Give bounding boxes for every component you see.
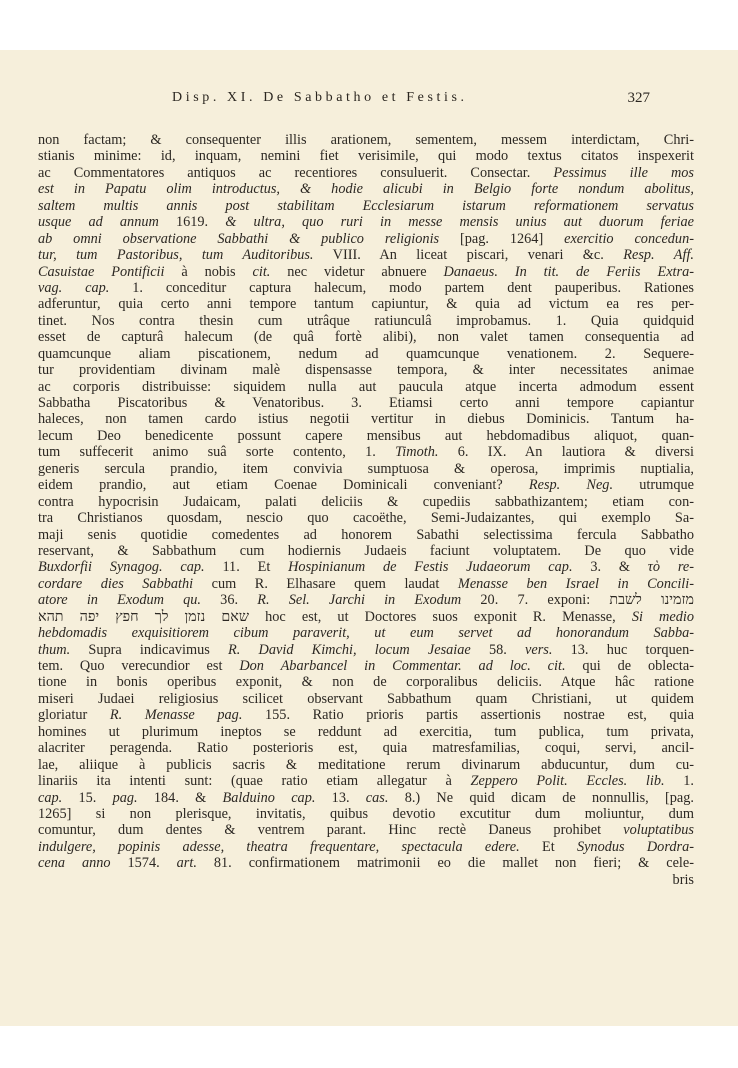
italic-text: R. David Kimchi, locum Jesaiae (228, 641, 471, 658)
text-line (38, 313, 694, 329)
italic-text: vers. (525, 641, 553, 658)
text-segment: utrumque (613, 477, 694, 494)
text-segment: 13. huc torquen- (552, 641, 694, 658)
text-line (38, 724, 694, 740)
italic-text: Zeppero Polit. Eccles. lib. (470, 773, 665, 790)
text-segment: bris (672, 871, 694, 888)
text-line (38, 691, 694, 707)
text-line (38, 395, 694, 411)
page-number: 327 (627, 90, 650, 106)
italic-text: thum. (38, 641, 71, 658)
body-text (38, 132, 694, 888)
text-segment: Sabbatha Piscatoribus & Venatoribus. 3. Etiamsi certo anni tempore capiantur (38, 395, 694, 411)
text-line (38, 214, 694, 230)
text-line (38, 411, 694, 427)
text-line (38, 247, 694, 263)
text-line (38, 559, 694, 575)
italic-text: Hospinianum de Festis Judaeorum cap. (288, 559, 573, 576)
text-segment: ac Commentatores antiquos ac recentiores consuluerit. Consectar. (38, 164, 554, 181)
text-line (38, 806, 694, 822)
text-line (38, 822, 694, 838)
italic-text: & ultra, quo ruri in messe mensis unius aut duorum feriae (225, 214, 694, 231)
text-line (38, 609, 694, 625)
text-segment: tum suffecerit animo suâ sorte contento, 1. (38, 444, 396, 461)
text-segment: contra hypocrisin Judaicam, palati deliciis & cupediis sabbathizantem; etiam con- (38, 493, 694, 510)
text-segment: tem. Quo verecundior est (38, 658, 240, 674)
text-line (38, 790, 694, 806)
italic-text: τὸ re- (647, 559, 694, 576)
text-segment: 15. (62, 789, 113, 806)
italic-text: Resp. Aff. (623, 247, 694, 264)
italic-text: Don Abarbancel in Commentar. ad loc. cit. (239, 658, 566, 674)
italic-text: Danaeus. In tit. de Feriis Extra- (443, 263, 694, 280)
text-line (38, 379, 694, 395)
text-segment: 1574. (110, 855, 177, 872)
text-segment: à nobis (164, 263, 253, 280)
italic-text: cas. (365, 789, 389, 806)
text-line (38, 839, 694, 855)
italic-text: Buxdorfii Synagog. cap. (38, 559, 205, 576)
text-line (38, 510, 694, 526)
text-line (38, 444, 694, 460)
text-line (38, 280, 694, 296)
italic-text: vag. cap. (38, 279, 110, 296)
text-segment: 36. (201, 592, 258, 609)
text-segment: homines ut plurimum ineptos se reddunt ad exercitia, tum publica, tum privata, (38, 723, 694, 740)
text-line (38, 855, 694, 871)
text-line (38, 740, 694, 756)
italic-text: indulgere, popinis adesse, theatra frequentare, spectacula edere. (38, 838, 520, 855)
italic-text: cordare dies Sabbathi (38, 575, 194, 592)
text-line (38, 148, 694, 164)
text-line (38, 362, 694, 378)
text-segment: gloriatur (38, 707, 110, 724)
text-line (38, 181, 694, 197)
text-segment: tra Christianos quosdam, nescio quo cacoëthe, Semi-Judaizantes, qui exemplo Sa- (38, 510, 694, 527)
book-page (0, 50, 738, 1026)
text-segment: [pag. 1264] (439, 230, 565, 247)
text-segment: tione in bonis operibus exponit, & non de corporalibus deliciis. Atque hâc ratione (38, 674, 694, 691)
italic-text: hebdomadis exquisitiorem cibum paraverit, ut eum servet ad honorandum Sabba- (38, 625, 694, 642)
text-segment: Supra indicavimus (70, 641, 229, 658)
italic-text: Casuistae Pontificii (38, 263, 165, 280)
text-segment: ac corporis distribuisse: siquidem nulla aut paucula atque incerta admodum essent (38, 378, 694, 395)
italic-text: atore in Exodum qu. (38, 592, 202, 609)
text-segment: lecum Deo benedicente possunt capere mensibus aut hebdomadibus aliquot, quan- (38, 427, 694, 444)
text-line (38, 198, 694, 214)
text-line (38, 674, 694, 690)
italic-text: Timoth. (395, 444, 439, 461)
text-segment: 184. & (137, 789, 223, 806)
text-segment: stianis minime: id, inquam, nemini fiet verisimile, qui modo textus citatos inspexerit (38, 148, 694, 165)
running-title: Disp. XI. De Sabbatho et Festis. (172, 90, 468, 105)
italic-text: saltem multis annis post stabilitam Ecclesiarum istarum reformationem servatus (38, 197, 694, 214)
italic-text: Resp. Neg. (528, 477, 614, 494)
text-segment: reservant, & Sabbathum cum hodiernis Judaeis faciunt voluptatem. De quo vide (38, 542, 694, 559)
italic-text: R. Sel. Jarchi in Exodum (257, 592, 462, 609)
text-segment: alacriter peragenda. Ratio posterioris est, quia matresfamilias, coqui, servi, ancil- (38, 740, 694, 757)
text-line (38, 642, 694, 658)
text-segment: non factam; & consequenter illis arationem, sementem, messem interdictam, Chri- (38, 132, 694, 148)
text-segment: 1. conceditur captura halecum, modo partem dent pauperibus. Rationes (109, 279, 694, 296)
text-line (38, 872, 694, 888)
text-segment: 155. Ratio prioris partis assertionis nostrae est, quia (242, 707, 695, 724)
text-segment: Et (519, 838, 577, 855)
text-line (38, 346, 694, 362)
text-segment: adferuntur, quia certo anni tempore tantum capiuntur, & quia ad victum ea res per- (38, 296, 694, 313)
text-segment: cum R. Elhasare quem laudat (193, 575, 458, 592)
text-line (38, 592, 694, 608)
italic-text: usque ad annum (38, 214, 159, 231)
text-line (38, 231, 694, 247)
text-line (38, 773, 694, 789)
text-line (38, 296, 694, 312)
text-segment: 8.) Ne quid dicam de nonnullis, [pag. (388, 789, 694, 806)
italic-text: ab omni observatione Sabbathi & publico religionis (38, 230, 440, 247)
text-line (38, 264, 694, 280)
text-segment: VIII. An liceat piscari, venari &c. (313, 247, 624, 264)
italic-text: tur, tum Pastoribus, tum Auditoribus. (38, 247, 314, 264)
italic-text: Balduino cap. (222, 789, 316, 806)
italic-text: est in Papatu olim introductus, & hodie alicubi in Belgio forte nondum abolitus, (38, 181, 694, 198)
text-segment: comuntur, dum dentes & ventrem parant. Hinc rectè Daneus prohibet (38, 822, 624, 839)
text-line (38, 527, 694, 543)
text-line (38, 707, 694, 723)
text-line (38, 461, 694, 477)
italic-text: Si medio (631, 608, 694, 625)
italic-text: exercitio concedun- (564, 230, 694, 247)
italic-text: cit. (252, 263, 271, 280)
text-line (38, 165, 694, 181)
running-header (66, 90, 672, 112)
text-line (38, 625, 694, 641)
text-line (38, 428, 694, 444)
text-line (38, 494, 694, 510)
text-line (38, 757, 694, 773)
text-segment: miseri Judaei religiosius scilicet observant Sabbathum quam Christiani, ut quidem (38, 690, 694, 707)
text-segment: tur providentiam divinam malè dispensasse tempora, & inter necessitates animae (38, 362, 694, 379)
italic-text: cap. (38, 789, 63, 806)
italic-text: voluptatibus (623, 822, 694, 839)
italic-text: Synodus Dordra- (576, 838, 694, 855)
italic-text: R. Menasse pag. (109, 707, 243, 724)
text-segment: 13. (315, 789, 366, 806)
italic-text: art. (176, 855, 197, 872)
text-segment: 11. Et (204, 559, 289, 576)
text-segment: שאם נזמן לך חפץ יפה תהא hoc est, ut Doctores suos exponit R. Menasse, (38, 608, 632, 625)
text-segment: nec videtur abnuere (270, 263, 444, 280)
text-segment: 58. (470, 641, 526, 658)
text-segment: generis sercula prandio, item convivia sumptuosa & operosa, imprimis nuptialia, (38, 460, 694, 477)
text-segment: qui de oblecta- (565, 658, 694, 674)
text-segment: 1265] si non plerisque, invitatis, quibus devotio excutitur dum moliuntur, dum (38, 805, 694, 822)
text-segment: eidem prandio, aut etiam Coenae Dominicali conveniant? (38, 477, 529, 494)
text-segment: esset de capturâ halecum (de quâ fortè alibi), non valet tamen consequentia ad (38, 329, 694, 346)
text-segment: 81. confirmationem matrimonii eo die mallet non fieri; & cele- (196, 855, 695, 872)
text-line (38, 329, 694, 345)
text-segment: linariis ita intenti sunt: (quae ratio etiam allegatur à (38, 773, 471, 790)
text-segment: lae, aliique à publicis sacris & meditatione rerum divinarum abducuntur, dum cu- (38, 756, 694, 773)
italic-text: Pessimus ille mos (553, 164, 694, 181)
text-line (38, 658, 694, 674)
text-segment: 20. 7. exponi: מזמינו לשבת (461, 592, 694, 609)
text-segment: 6. IX. An lautiora & diversi (438, 444, 694, 461)
text-line (38, 477, 694, 493)
text-line (38, 132, 694, 148)
text-line (38, 576, 694, 592)
text-line (38, 543, 694, 559)
italic-text: Menasse ben Israel in Concili- (457, 575, 694, 592)
text-segment: 1619. (158, 214, 226, 231)
text-segment: 3. & (572, 559, 648, 576)
italic-text: pag. (112, 789, 138, 806)
text-segment: tinet. Nos contra thesin cum utrâque ratiunculâ improbamus. 1. Quia quidquid (38, 312, 694, 329)
text-segment: maji senis quotidie comedentes ad honorem Sabathi selectissima fercula Sabbatho (38, 526, 694, 543)
text-segment: 1. (664, 773, 694, 790)
text-segment: quamcunque aliam piscationem, nedum ad quamcunque venationem. 2. Sequere- (38, 345, 694, 362)
text-segment: haleces, non tamen cardo istius negotii vertitur in diebus Dominicis. Tantum ha- (38, 411, 694, 428)
italic-text: cena anno (38, 855, 111, 872)
